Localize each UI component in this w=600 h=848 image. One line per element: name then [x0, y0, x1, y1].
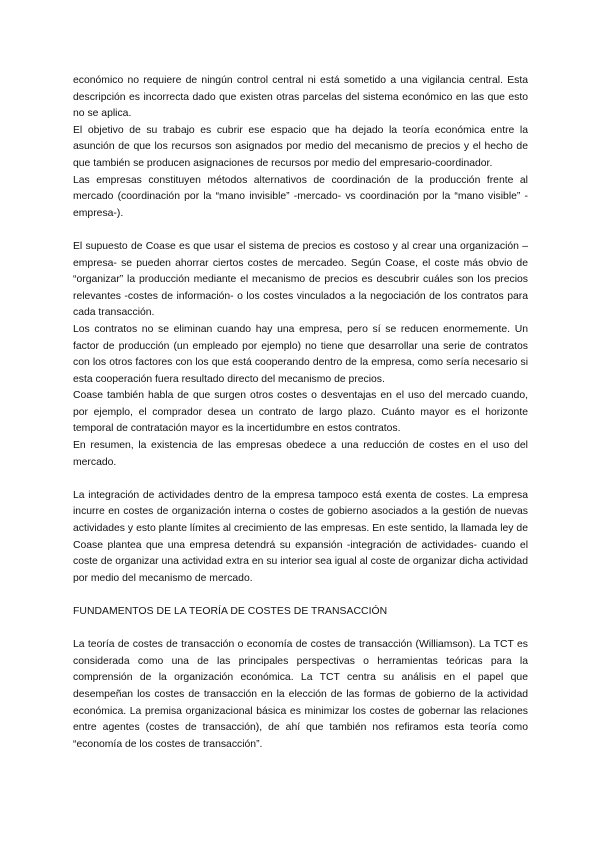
paragraph-4: El supuesto de Coase es que usar el sistema de precios es costoso y al crear una organización –empresa- se pueden ahorrar ciertos costes de mercadeo. Según Coase, el coste más obvio de “organizar” la producción mediante el mecanismo de precios es descubrir cuáles son los precios relevantes -costes de información- o los costes vinculados a la negociación de los contratos para cada transacción. — [73, 240, 528, 319]
paragraph-spacer — [73, 621, 528, 638]
paragraph-spacer — [73, 471, 528, 488]
paragraph-1: económico no requiere de ningún control central ni está sometido a una vigilancia central. Esta descripción es incorrecta dado que existen otras parcelas del sistema económico en las que esto no se aplica. — [73, 75, 528, 120]
section-heading: FUNDAMENTOS DE LA TEORÍA DE COSTES DE TRANSACCIÓN — [73, 606, 388, 617]
paragraph-spacer — [73, 587, 528, 604]
paragraph-8: La integración de actividades dentro de la empresa tampoco está exenta de costes. La empresa incurre en costes de organización interna o costes de gobierno asociados a la gestión de nuevas actividades y esto plante límites al crecimiento de las empresas. En este sentido, la llamada ley de Coase plantea que una empresa detendrá su expansión -integración de actividades- cuando el coste de organizar una actividad extra en su interior sea igual al coste de organizar dicha actividad por medio del mecanismo de mercado. — [73, 489, 528, 584]
paragraph-spacer — [73, 222, 528, 239]
paragraph-2: El objetivo de su trabajo es cubrir ese espacio que ha dejado la teoría económica entre la asunción de que los recursos son asignados por medio del mecanismo de precios y el hecho de que también se producen asignaciones de recursos por medio del empresario-coordinador. — [73, 124, 528, 169]
paragraph-7: En resumen, la existencia de las empresas obedece a una reducción de costes en el uso del mercado. — [73, 440, 528, 468]
paragraph-3: Las empresas constituyen métodos alternativos de coordinación de la producción frente al mercado (coordinación por la “mano invisible” -mercado- vs coordinación por la “mano visible” -empresa-). — [73, 174, 528, 219]
paragraph-6: Coase también habla de que surgen otros costes o desventajas en el uso del mercado cuando, por ejemplo, el comprador desea un contrato de largo plazo. Cuánto mayor es el horizonte temporal de contratación mayor es la incertidumbre en estos contratos. — [73, 390, 528, 435]
paragraph-5: Los contratos no se eliminan cuando hay una empresa, pero sí se reducen enormemente. Un factor de producción (un empleado por ejemplo) no tiene que desarrollar una serie de contratos con los otros factores con los que está cooperando dentro de la empresa, como sería necesario si esta cooperación fuera resultado directo del mecanismo de precios. — [73, 323, 528, 385]
document-body — [73, 73, 528, 753]
paragraph-9: La teoría de costes de transacción o economía de costes de transacción (Williamson). La TCT es considerada como una de las principales perspectivas o herramientas teóricas para la comprensión de la organización económica. La TCT centra su análisis en el papel que desempeñan los costes de transacción en la elección de las formas de gobierno de la actividad económica. La premisa organizacional básica es minimizar los costes de gobernar las relaciones entre agentes (costes de transacción), de ahí que también nos refiramos esta teoría como “economía de los costes de transacción”. — [73, 639, 528, 750]
